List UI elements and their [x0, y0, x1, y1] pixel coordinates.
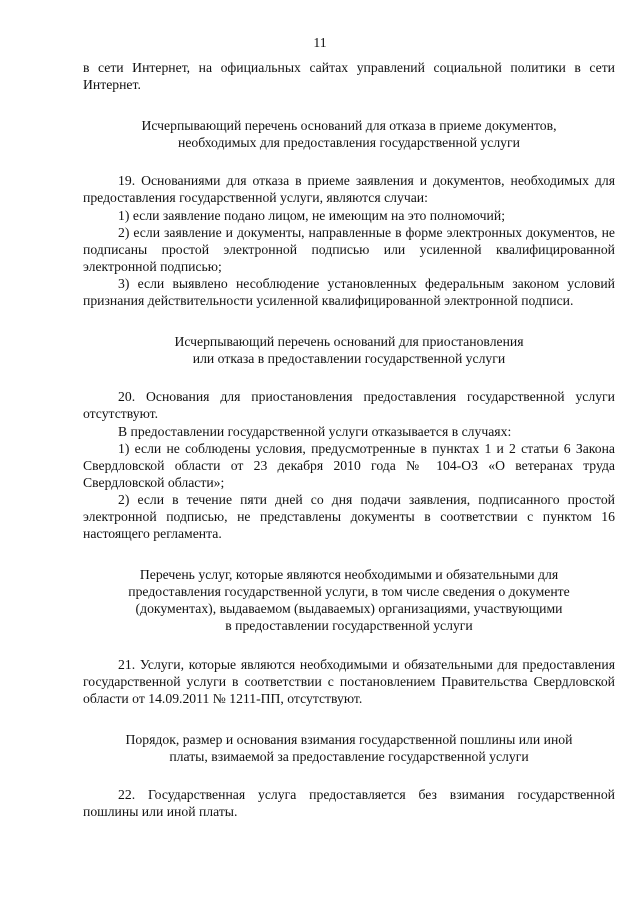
- heading-line: (документах), выдаваемом (выдаваемых) организациями, участвующими: [135, 601, 563, 617]
- heading-line: или отказа в предоставлении государственной услуги: [192, 351, 506, 367]
- heading-line: необходимых для предоставления государственной услуги: [178, 135, 520, 151]
- clause-19-item-3: 3) если выявлено несоблюдение установленных федеральным законом условий признания действительности усиленной квалифицированной электронной подписи.: [83, 275, 615, 309]
- page-number: 11: [313, 35, 327, 50]
- section-heading-state-fee: [83, 731, 615, 765]
- heading-line: Исчерпывающий перечень оснований для приостановления: [174, 334, 524, 350]
- intro-paragraph: в сети Интернет, на официальных сайтах управлений социальной политики в сети Интернет.: [83, 60, 615, 93]
- clause-21: 21. Услуги, которые являются необходимыми и обязательными для предоставления государственной услуги в соответствии с постановлением Правительства Свердловской области от 14.09.2011 № 1211-ПП, отсутствуют.: [83, 656, 615, 706]
- clause-19-item-2: 2) если заявление и документы, направленные в форме электронных документов, не подписаны простой электронной подписью или усиленной квалифицированной электронной подписью;: [83, 224, 615, 274]
- heading-line: Перечень услуг, которые являются необходимыми и обязательными для: [139, 567, 559, 583]
- clause-19: 19. Основаниями для отказа в приеме заявления и документов, необходимых для предоставления государственной услуги, являются случаи:: [83, 173, 615, 206]
- heading-line: в предоставлении государственной услуги: [225, 618, 473, 634]
- clause-20-item-1: 1) если не соблюдены условия, предусмотренные в пунктах 1 и 2 статьи 6 Закона Свердловской области от 23 декабря 2010 года № 104-ОЗ «О ветеранах труда Свердловской области»;: [83, 440, 615, 490]
- heading-line: Порядок, размер и основания взимания государственной пошлины или иной: [125, 731, 573, 747]
- section-heading-refusal-docs: [83, 117, 615, 151]
- clause-20: 20. Основания для приостановления предоставления государственной услуги отсутствуют.: [83, 389, 615, 422]
- section-heading-suspension: [83, 333, 615, 367]
- clause-20-item-2: 2) если в течение пяти дней со дня подачи заявления, подписанного простой электронной подписью, не представлены документы в соответствии с пунктом 16 настоящего регламента.: [83, 491, 615, 542]
- page-content: [83, 59, 615, 820]
- clause-19-item-1: 1) если заявление подано лицом, не имеющим на это полномочий;: [118, 207, 506, 223]
- clause-22: 22. Государственная услуга предоставляется без взимания государственной пошлины или иной платы.: [83, 787, 615, 820]
- heading-line: предоставления государственной услуги, в том числе сведения о документе: [128, 584, 570, 600]
- clause-20-refusal-intro: В предоставлении государственной услуги отказывается в случаях:: [118, 423, 512, 439]
- heading-line: Исчерпывающий перечень оснований для отказа в приеме документов,: [141, 118, 557, 134]
- heading-line: платы, взимаемой за предоставление государственной услуги: [169, 748, 529, 764]
- section-heading-required-services: [83, 566, 615, 634]
